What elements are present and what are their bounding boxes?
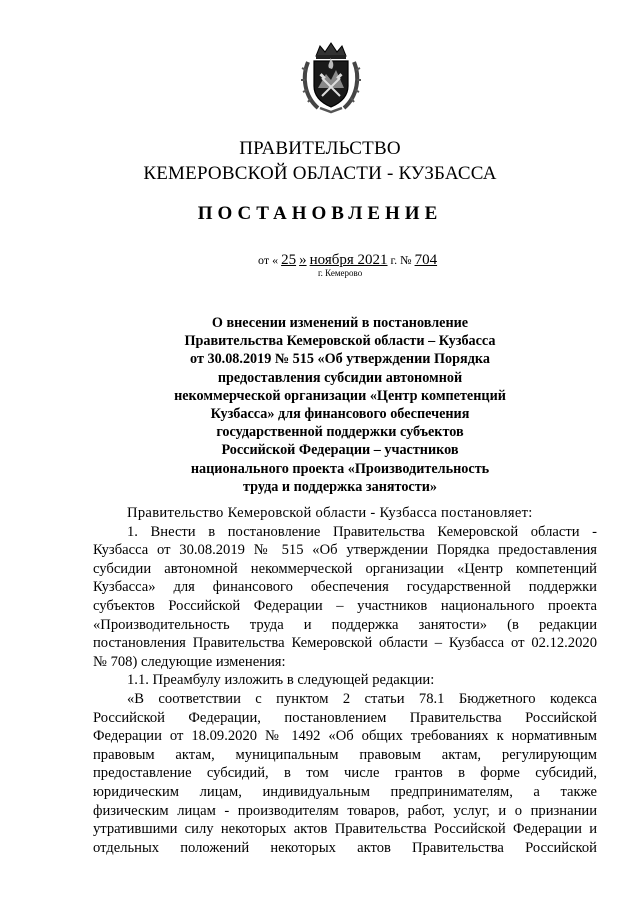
date-year-suffix: г.: [390, 253, 398, 267]
number-label: №: [400, 253, 412, 267]
government-name-line1: ПРАВИТЕЛЬСТВО: [239, 138, 401, 159]
title-line: О внесении изменений в постановление: [211, 315, 469, 331]
document-title: [140, 314, 540, 496]
body-line: Кузбасса от 30.08.2019 № 515 «Об утверждении Порядка предоставления: [93, 542, 597, 559]
city: г. Кемерово: [318, 268, 363, 278]
body-line: Российской Федерации, постановлением Правительства Российской: [93, 709, 597, 726]
document-type: ПОСТАНОВЛЕНИЕ: [197, 203, 443, 224]
body-line: субсидии автономной некоммерческой организации «Центр компетенций: [93, 560, 597, 577]
body-line: № 708) следующие изменения:: [93, 653, 286, 670]
title-line: некоммерческой организации «Центр компетенций: [174, 387, 506, 404]
title-line: от 30.08.2019 № 515 «Об утверждении Порядка: [190, 351, 490, 368]
body-line: постановления Правительства Кемеровской области – Кузбасса от 02.12.2020: [93, 635, 597, 652]
title-line: труда и поддержка занятости»: [243, 478, 437, 495]
body-line: Федерации от 18.09.2020 № 1492 «Об общих требованиях к нормативным: [93, 728, 597, 745]
title-line: Российской Федерации – участников: [221, 442, 459, 459]
body-line: Правительство Кемеровской области - Кузбасса постановляет:: [127, 505, 533, 521]
body-line: 1. Внести в постановление Правительства Кемеровской области -: [127, 523, 597, 540]
body-line: 1.1. Преамбулу изложить в следующей редакции:: [127, 672, 435, 689]
title-line: Кузбасса» для финансового обеспечения: [210, 406, 470, 423]
date-month-year: ноября 2021: [309, 252, 388, 268]
date-mid: »: [299, 252, 307, 268]
body-line: утратившими силу некоторых актов Правительства Российской Федерации и: [93, 821, 597, 838]
date-prefix: от «: [258, 253, 279, 267]
body-line: «В соответствии с пунктом 2 статьи 78.1 Бюджетного кодекса: [127, 690, 597, 707]
title-line: предоставления субсидии автономной: [217, 369, 463, 386]
body-line: правовым актам, муниципальным правовым актам, регулирующим: [93, 746, 597, 763]
government-name-line2: КЕМЕРОВСКОЙ ОБЛАСТИ - КУЗБАССА: [143, 163, 497, 184]
body-line: предоставление субсидий, в том числе грантов в форме субсидий,: [93, 765, 597, 782]
document-number: 704: [414, 252, 438, 268]
title-line: национального проекта «Производительность: [190, 460, 490, 477]
body-line: «Производительность труда и поддержка занятости» (в редакции: [93, 616, 597, 633]
kuzbass-coat-of-arms-icon: [300, 40, 362, 114]
body-line: юридическим лицам, индивидуальным предпринимателям, а также: [93, 783, 597, 800]
document-body: [93, 504, 597, 857]
body-line: Кузбасса» для финансового обеспечения государственной поддержки: [93, 579, 597, 596]
date-and-number: [258, 252, 437, 269]
title-line: государственной поддержки субъектов: [216, 424, 464, 441]
date-day: 25: [281, 252, 297, 268]
body-line: отдельных положений некоторых актов Правительства Российской: [93, 839, 597, 856]
body-line: физическим лицам - производителям товаров, работ, услуг, и о признании: [93, 802, 597, 819]
body-line: субъектов Российской Федерации – участников национального проекта: [93, 597, 597, 614]
title-line: Правительства Кемеровской области – Кузбасса: [184, 333, 496, 350]
